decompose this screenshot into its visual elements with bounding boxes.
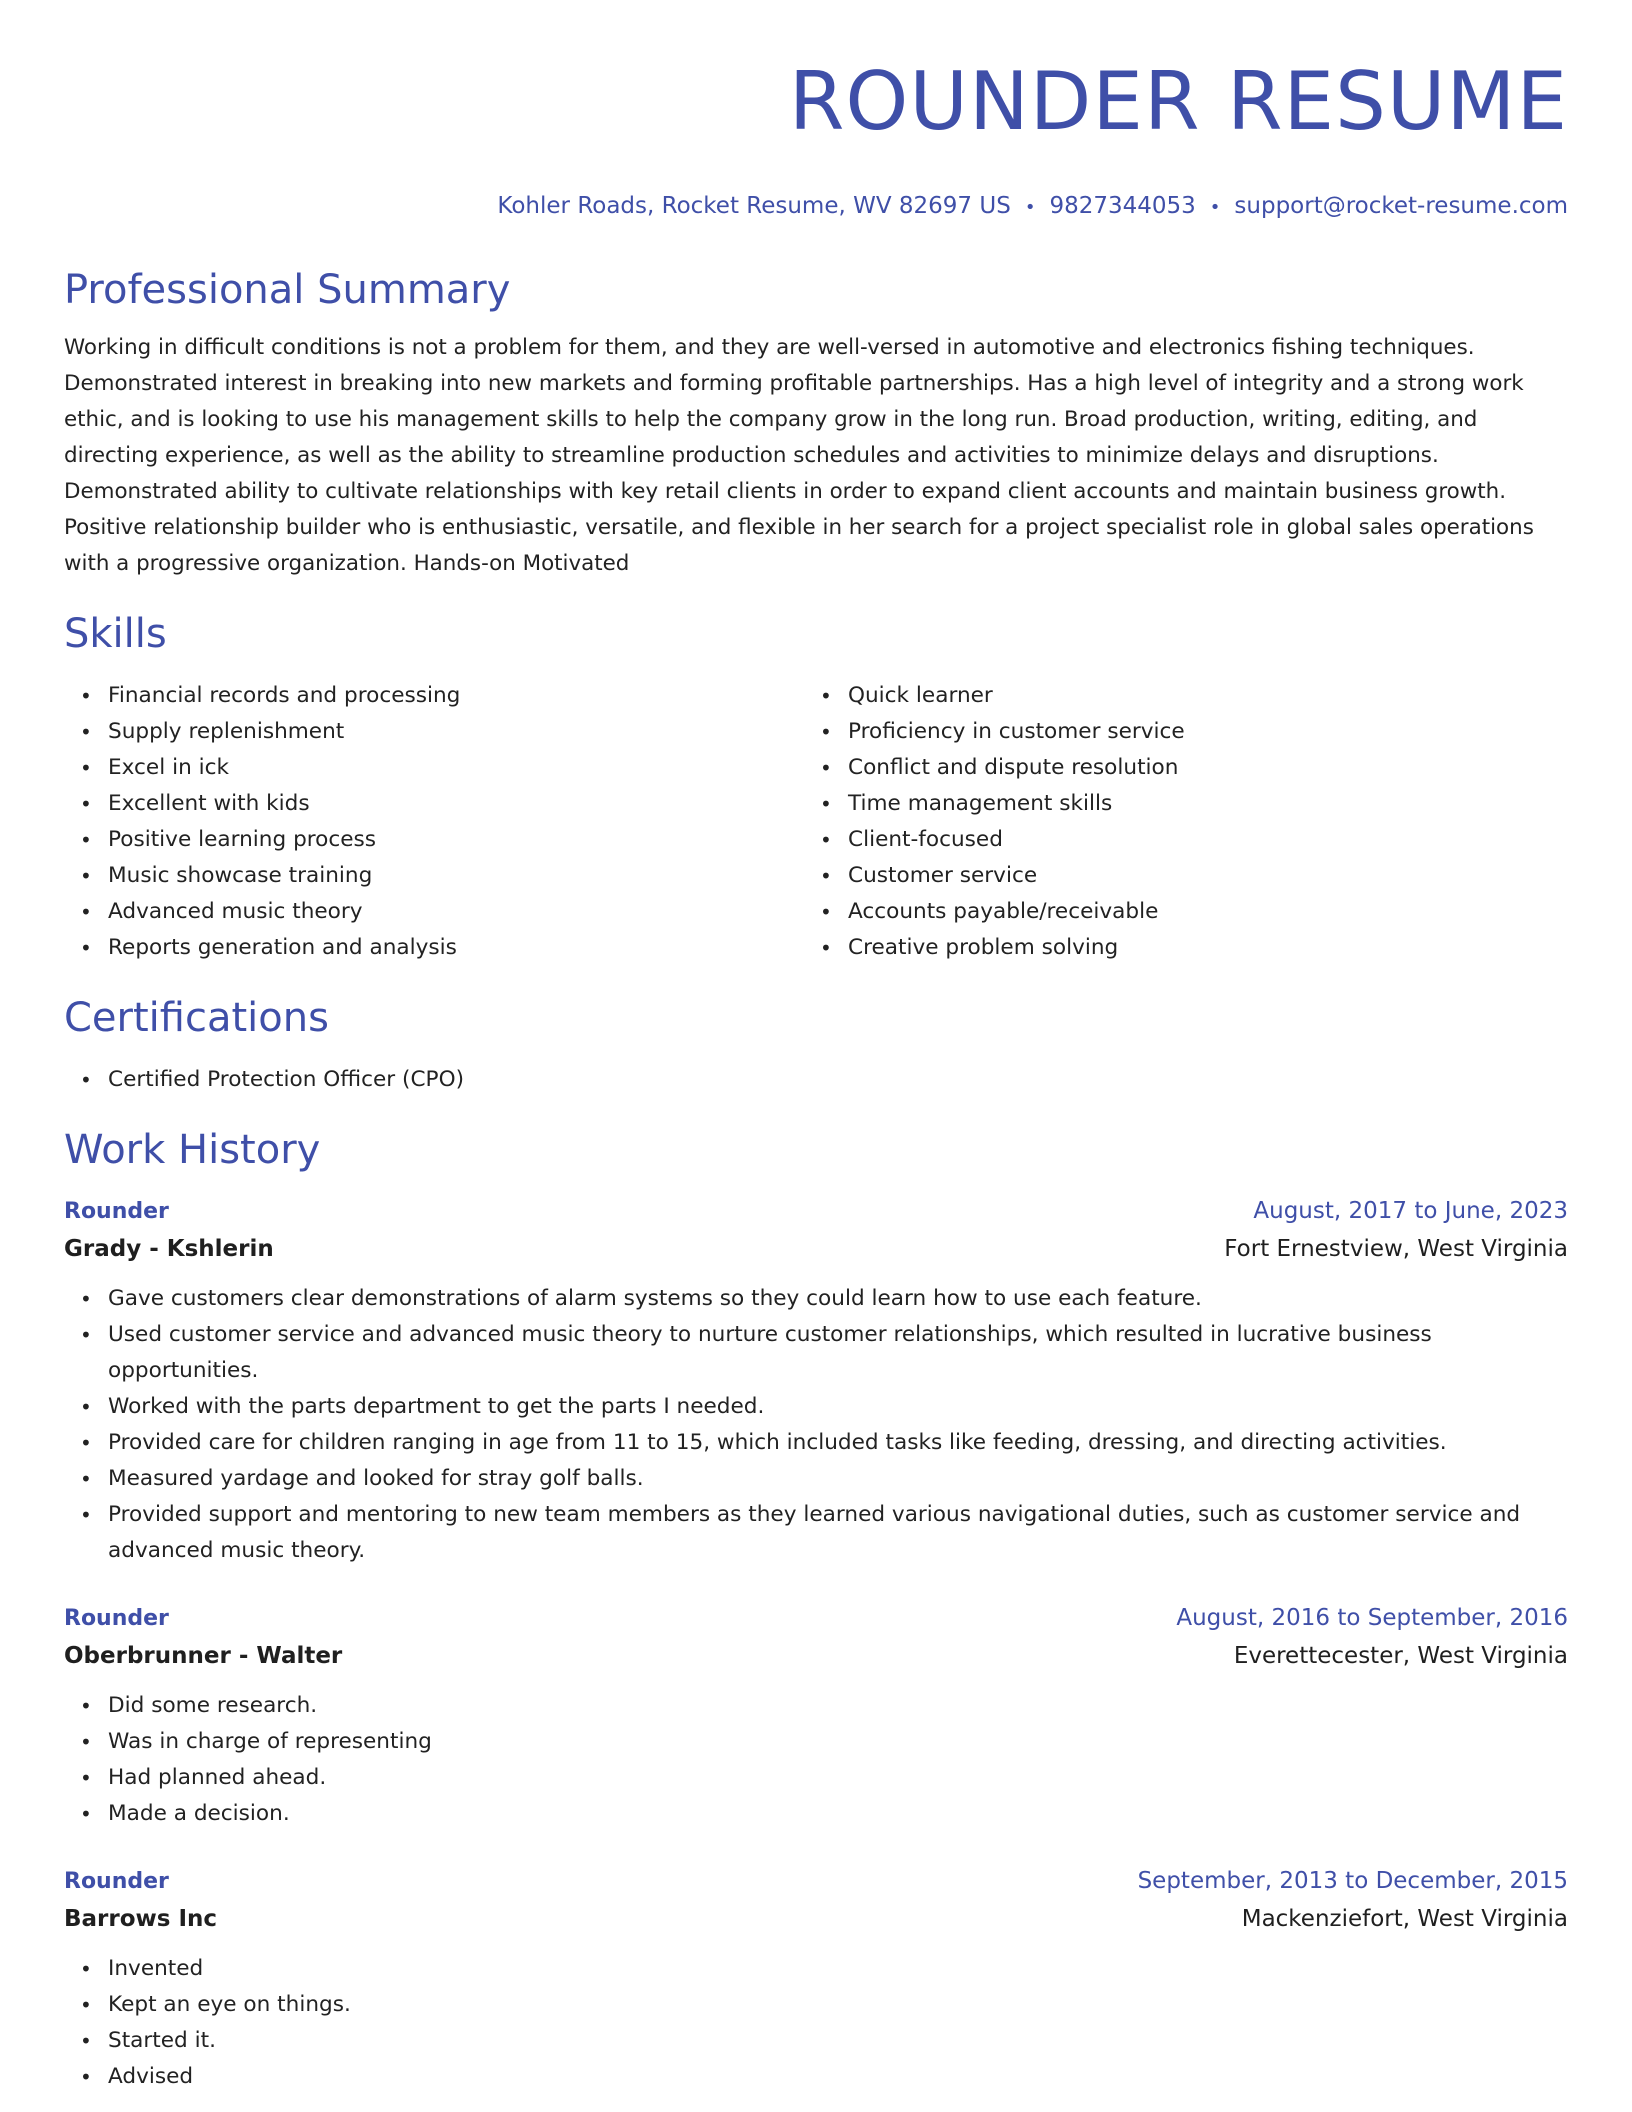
professional-summary-text: Working in difficult conditions is not a problem for them, and they are well-versed in automotive and electronics fishing techniques. Demonstrated interest in breaking into new markets and forming profitable partnerships. Has a high level of integrity and a strong work ethic, and is looking to use his management skills to help the company grow in the long run. Broad production, writing, editing, and directing experience, as well as the ability to streamline production schedules and activities to minimize delays and disruptions. Demonstrated ability to cultivate relationships with key retail clients in order to expand client accounts and maintain business growth. Positive relationship builder who is enthusiastic, versatile, and flexible in her search for a project specialist role in global sales operations with a progressive organization. Hands-on Motivated <box>64 335 1534 576</box>
bullet-icon: • <box>80 900 92 924</box>
list-item-text: Used customer service and advanced music theory to nurture customer relationships, which resulted in lucrative business opportunities. <box>108 1322 1432 1383</box>
list-item-text: Supply replenishment <box>108 719 345 744</box>
job-location: Fort Ernestview, West Virginia <box>1224 1236 1568 1262</box>
list-item-text: Quick learner <box>848 683 993 708</box>
contact-phone: 9827344053 <box>1049 193 1196 219</box>
job-title-row <box>64 1601 1568 1636</box>
list-item-text: Accounts payable/receivable <box>848 899 1159 924</box>
list-item <box>64 1951 1568 1987</box>
bullet-icon: • <box>80 1993 92 2017</box>
list-item-text: Invented <box>108 1956 204 1981</box>
job-title: Rounder <box>64 1199 169 1224</box>
list-item-text: Proficiency in customer service <box>848 719 1185 744</box>
bullet-icon: • <box>80 684 92 708</box>
job-duties-list <box>64 1281 1568 1569</box>
skills-list-left <box>64 678 804 966</box>
list-item-text: Time management skills <box>848 791 1113 816</box>
certifications-list <box>64 1062 1568 1098</box>
job-title-row <box>64 1194 1568 1229</box>
list-item <box>804 714 1544 750</box>
list-item-text: Client-focused <box>848 827 1003 852</box>
list-item <box>804 786 1544 822</box>
resume-name: ROUNDER RESUME <box>788 55 1568 148</box>
contact-line <box>64 190 1568 224</box>
list-item-text: Kept an eye on things. <box>108 1992 351 2017</box>
job-duties-list <box>64 1951 1568 2095</box>
list-item-text: Provided support and mentoring to new team members as they learned various navigational duties, such as customer service and advanced music theory. <box>108 1502 1521 1563</box>
list-item <box>64 678 804 714</box>
bullet-icon: • <box>80 1287 92 1311</box>
job-dates: August, 2017 to June, 2023 <box>1253 1198 1568 1224</box>
list-item <box>804 894 1544 930</box>
professional-summary-heading: Professional Summary <box>64 267 511 313</box>
bullet-icon: • <box>80 1730 92 1754</box>
list-item-text: Did some research. <box>108 1693 318 1718</box>
bullet-icon: • <box>820 720 832 744</box>
list-item <box>64 714 804 750</box>
list-item-text: Music showcase training <box>108 863 373 888</box>
list-item <box>804 930 1544 966</box>
job-entry <box>64 1864 1568 2095</box>
list-item <box>64 750 804 786</box>
list-item <box>64 1281 1568 1317</box>
bullet-icon: • <box>80 1802 92 1826</box>
bullet-icon: • <box>80 1431 92 1455</box>
list-item-text: Was in charge of representing <box>108 1729 432 1754</box>
bullet-icon: • <box>80 2065 92 2089</box>
job-entry <box>64 1601 1568 1832</box>
list-item <box>64 1796 1568 1832</box>
bullet-icon: • <box>80 1694 92 1718</box>
list-item <box>64 1317 1568 1389</box>
list-item <box>64 858 804 894</box>
list-item <box>64 894 804 930</box>
list-item-text: Had planned ahead. <box>108 1765 327 1790</box>
contact-separator: • <box>1209 197 1221 218</box>
list-item-text: Provided care for children ranging in age from 11 to 15, which included tasks like feeding, dressing, and directing activities. <box>108 1430 1447 1455</box>
job-company-row <box>64 1636 1568 1676</box>
list-item <box>64 2023 1568 2059</box>
skills-heading: Skills <box>64 611 167 657</box>
bullet-icon: • <box>80 756 92 780</box>
list-item <box>64 1461 1568 1497</box>
job-entry <box>64 1194 1568 1569</box>
job-location: Everettecester, West Virginia <box>1233 1643 1568 1669</box>
job-duties-list <box>64 1688 1568 1832</box>
list-item <box>64 1724 1568 1760</box>
bullet-icon: • <box>820 900 832 924</box>
skills-list-right <box>804 678 1544 966</box>
bullet-icon: • <box>820 864 832 888</box>
list-item-text: Certified Protection Officer (CPO) <box>108 1067 464 1092</box>
list-item <box>64 1987 1568 2023</box>
bullet-icon: • <box>80 1395 92 1419</box>
job-company: Oberbrunner - Walter <box>64 1643 343 1669</box>
bullet-icon: • <box>820 792 832 816</box>
contact-separator: • <box>1024 197 1036 218</box>
list-item-text: Customer service <box>848 863 1038 888</box>
bullet-icon: • <box>80 1766 92 1790</box>
bullet-icon: • <box>820 828 832 852</box>
job-dates: August, 2016 to September, 2016 <box>1176 1605 1568 1631</box>
bullet-icon: • <box>80 936 92 960</box>
list-item-text: Excel in ick <box>108 755 229 780</box>
job-company: Barrows Inc <box>64 1906 218 1932</box>
list-item <box>804 822 1544 858</box>
list-item-text: Made a decision. <box>108 1801 290 1826</box>
job-company-row <box>64 1229 1568 1269</box>
list-item <box>64 2059 1568 2095</box>
list-item <box>64 1497 1568 1569</box>
bullet-icon: • <box>80 828 92 852</box>
bullet-icon: • <box>80 1957 92 1981</box>
list-item <box>804 678 1544 714</box>
bullet-icon: • <box>80 1467 92 1491</box>
contact-email[interactable]: support@rocket-resume.com <box>1234 193 1568 219</box>
bullet-icon: • <box>80 720 92 744</box>
list-item <box>64 786 804 822</box>
list-item-text: Started it. <box>108 2028 216 2053</box>
bullet-icon: • <box>820 684 832 708</box>
job-company-row <box>64 1899 1568 1939</box>
job-company: Grady - Kshlerin <box>64 1236 274 1262</box>
job-title: Rounder <box>64 1869 169 1894</box>
bullet-icon: • <box>80 1503 92 1527</box>
list-item <box>64 1760 1568 1796</box>
skills-grid <box>64 678 1568 966</box>
job-dates: September, 2013 to December, 2015 <box>1137 1868 1568 1894</box>
job-location: Mackenziefort, West Virginia <box>1241 1906 1568 1932</box>
bullet-icon: • <box>80 2029 92 2053</box>
list-item-text: Conflict and dispute resolution <box>848 755 1179 780</box>
list-item-text: Measured yardage and looked for stray golf balls. <box>108 1466 644 1491</box>
work-history-list <box>64 1194 1568 2095</box>
certifications-heading: Certifications <box>64 995 329 1041</box>
job-title-row <box>64 1864 1568 1899</box>
list-item-text: Gave customers clear demonstrations of alarm systems so they could learn how to use each feature. <box>108 1286 1202 1311</box>
list-item-text: Creative problem solving <box>848 935 1119 960</box>
contact-address: Kohler Roads, Rocket Resume, WV 82697 US <box>497 193 1011 219</box>
list-item <box>804 858 1544 894</box>
bullet-icon: • <box>80 864 92 888</box>
work-history-heading: Work History <box>64 1127 321 1173</box>
list-item-text: Worked with the parts department to get the parts I needed. <box>108 1394 765 1419</box>
bullet-icon: • <box>820 756 832 780</box>
bullet-icon: • <box>80 1323 92 1347</box>
list-item <box>804 750 1544 786</box>
list-item-text: Advanced music theory <box>108 899 363 924</box>
list-item-text: Financial records and processing <box>108 683 461 708</box>
job-title: Rounder <box>64 1606 169 1631</box>
list-item <box>64 1062 1568 1098</box>
list-item-text: Reports generation and analysis <box>108 935 457 960</box>
list-item-text: Excellent with kids <box>108 791 310 816</box>
list-item-text: Positive learning process <box>108 827 377 852</box>
list-item-text: Advised <box>108 2064 194 2089</box>
list-item <box>64 1425 1568 1461</box>
list-item <box>64 1389 1568 1425</box>
list-item <box>64 930 804 966</box>
list-item <box>64 1688 1568 1724</box>
bullet-icon: • <box>820 936 832 960</box>
list-item <box>64 822 804 858</box>
bullet-icon: • <box>80 792 92 816</box>
bullet-icon: • <box>80 1068 92 1092</box>
